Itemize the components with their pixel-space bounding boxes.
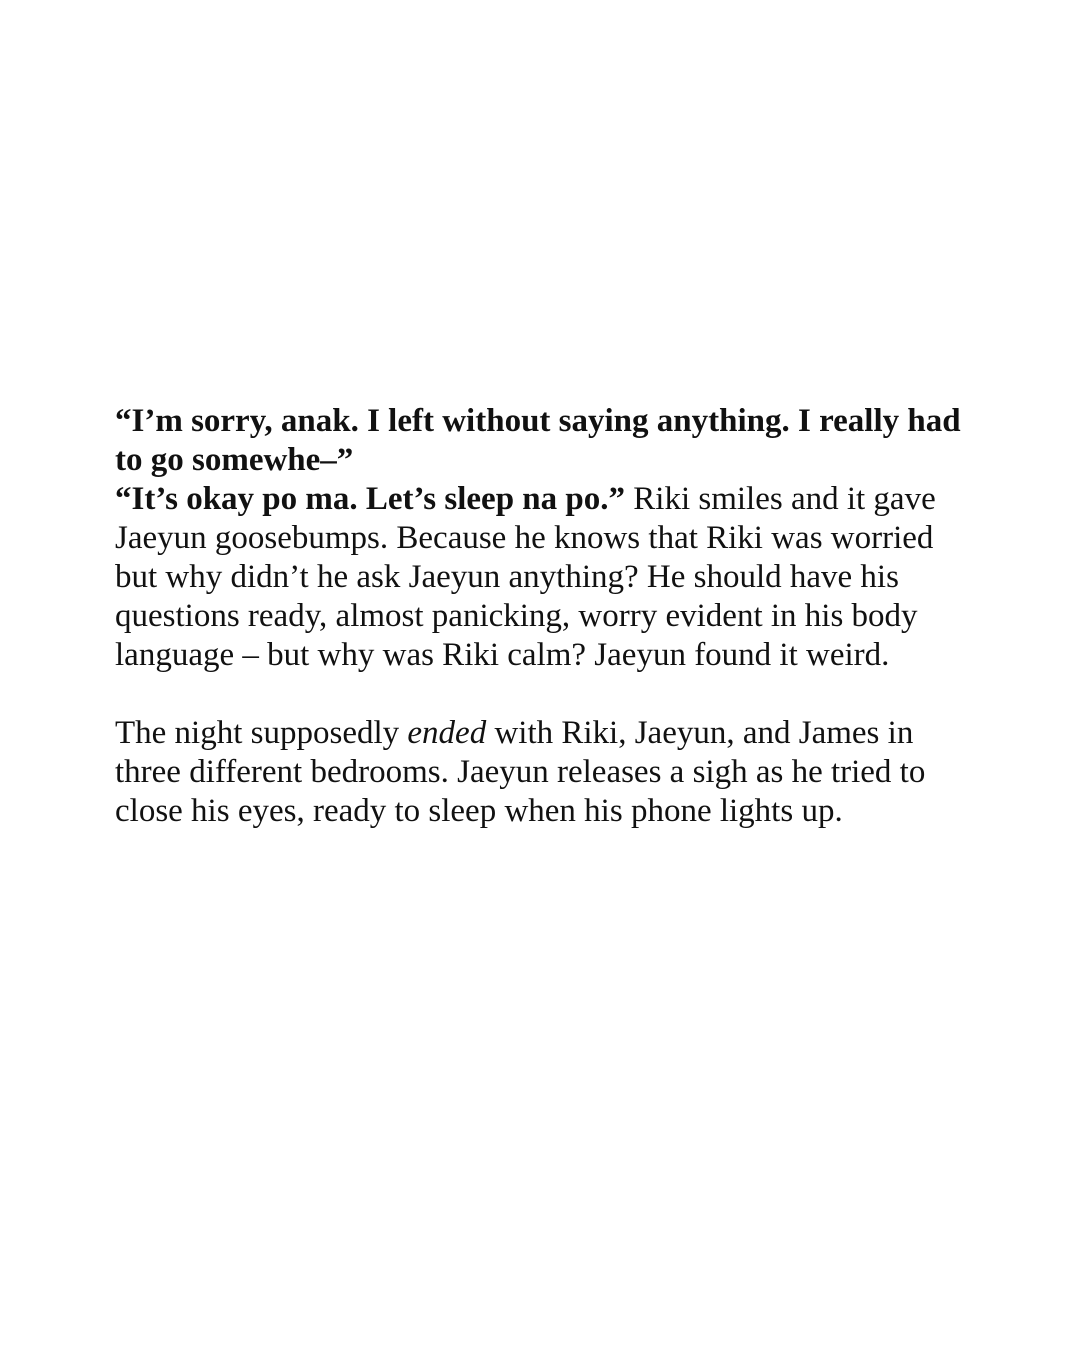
story-paragraph-1 xyxy=(115,480,975,675)
riki-dialogue: “It’s okay po ma. Let’s sleep na po.” xyxy=(115,481,626,517)
narration-2-start: The night supposedly xyxy=(115,715,408,751)
story-paragraph-2 xyxy=(115,714,975,831)
emphasized-word: ended xyxy=(407,715,487,751)
mother-dialogue: “I’m sorry, anak. I left without saying anything. I really had to go somewhe–” xyxy=(115,403,961,478)
story-text xyxy=(115,402,975,831)
narration-2-end: with Riki, Jaeyun, and James in three different bedrooms. Jaeyun releases a sigh as he tried to close his eyes, ready to sleep when his phone lights up. xyxy=(115,715,926,829)
narration-1: Riki smiles and it gave Jaeyun goosebumps. Because he knows that Riki was worried but why didn’t he ask Jaeyun anything? He should have his questions ready, almost panicking, worry evident in his body language – but why was Riki calm? Jaeyun found it weird. xyxy=(115,481,936,673)
paragraph-spacer xyxy=(115,675,975,714)
